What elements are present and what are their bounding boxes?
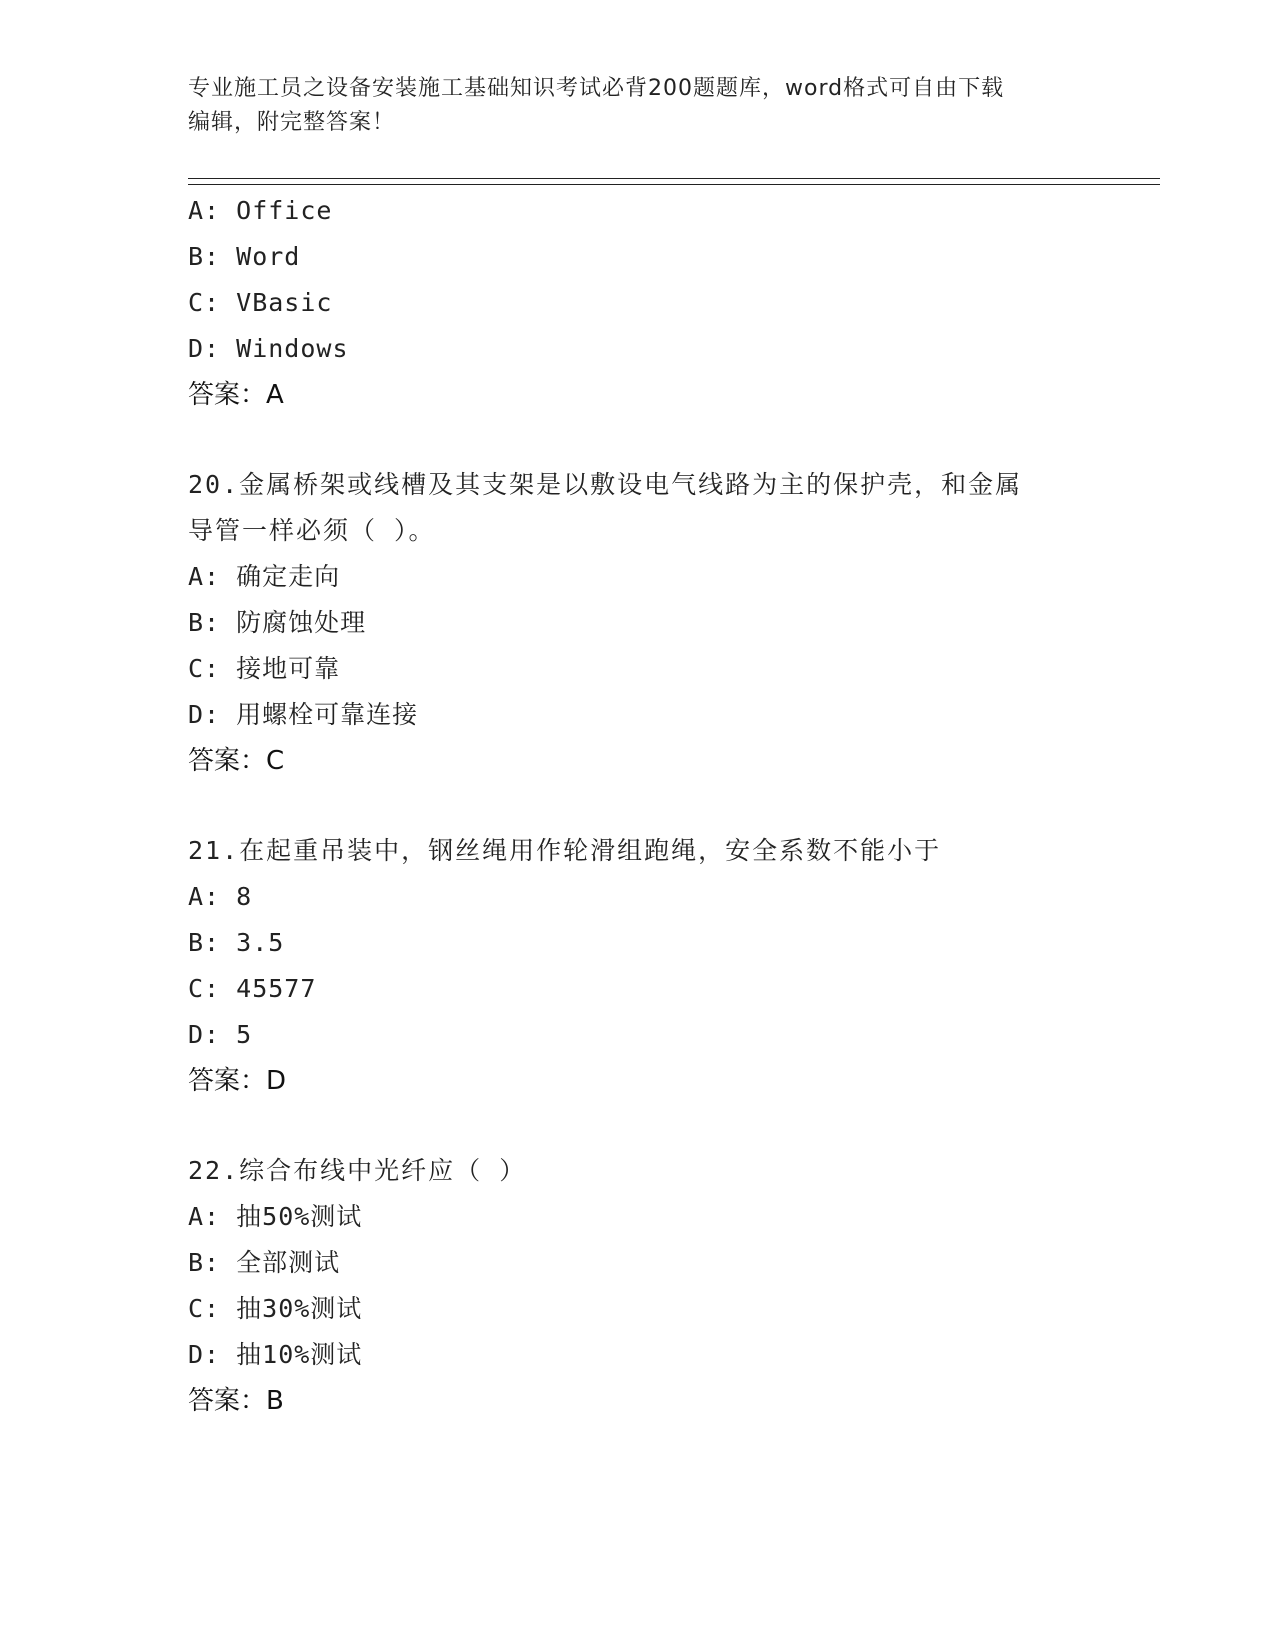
question-22	[188, 1148, 1088, 1424]
option-c: C: 抽30%测试	[188, 1294, 363, 1323]
option-c: C: 接地可靠	[188, 654, 341, 683]
option-b: B: 全部测试	[188, 1248, 341, 1277]
option-a: A: Office	[188, 196, 333, 225]
answer: 答案：B	[188, 1386, 284, 1416]
header-divider	[188, 178, 1160, 185]
option-b: B: 防腐蚀处理	[188, 608, 367, 637]
question-21	[188, 828, 1088, 1104]
option-d: D: 5	[188, 1020, 253, 1049]
option-d: D: 用螺栓可靠连接	[188, 700, 419, 729]
question-stem-line-1: 20.金属桥架或线槽及其支架是以敷设电气线路为主的保护壳，和金属	[188, 470, 1023, 499]
answer: 答案：D	[188, 1066, 287, 1096]
option-b: B: 3.5	[188, 928, 285, 957]
option-a: A: 抽50%测试	[188, 1202, 363, 1231]
option-c: C: VBasic	[188, 288, 333, 317]
question-19	[188, 188, 1088, 418]
option-d: D: 抽10%测试	[188, 1340, 363, 1369]
option-d: D: Windows	[188, 334, 349, 363]
question-stem-line-1: 21.在起重吊装中，钢丝绳用作轮滑组跑绳，安全系数不能小于	[188, 836, 942, 865]
option-c: C: 45577	[188, 974, 317, 1003]
header-line-1: 专业施工员之设备安装施工基础知识考试必背200题题库，word格式可自由下载	[188, 76, 1005, 101]
header-line-2: 编辑，附完整答案！	[188, 110, 396, 135]
question-20	[188, 462, 1088, 784]
document-header	[188, 72, 1088, 140]
question-list	[188, 188, 1088, 1424]
question-stem-line-1: 22.综合布线中光纤应（ ）	[188, 1156, 527, 1185]
question-stem-line-2: 导管一样必须（ ）。	[188, 516, 436, 545]
answer: 答案：A	[188, 380, 284, 410]
option-a: A: 确定走向	[188, 562, 341, 591]
option-b: B: Word	[188, 242, 301, 271]
answer: 答案：C	[188, 746, 285, 776]
option-a: A: 8	[188, 882, 253, 911]
